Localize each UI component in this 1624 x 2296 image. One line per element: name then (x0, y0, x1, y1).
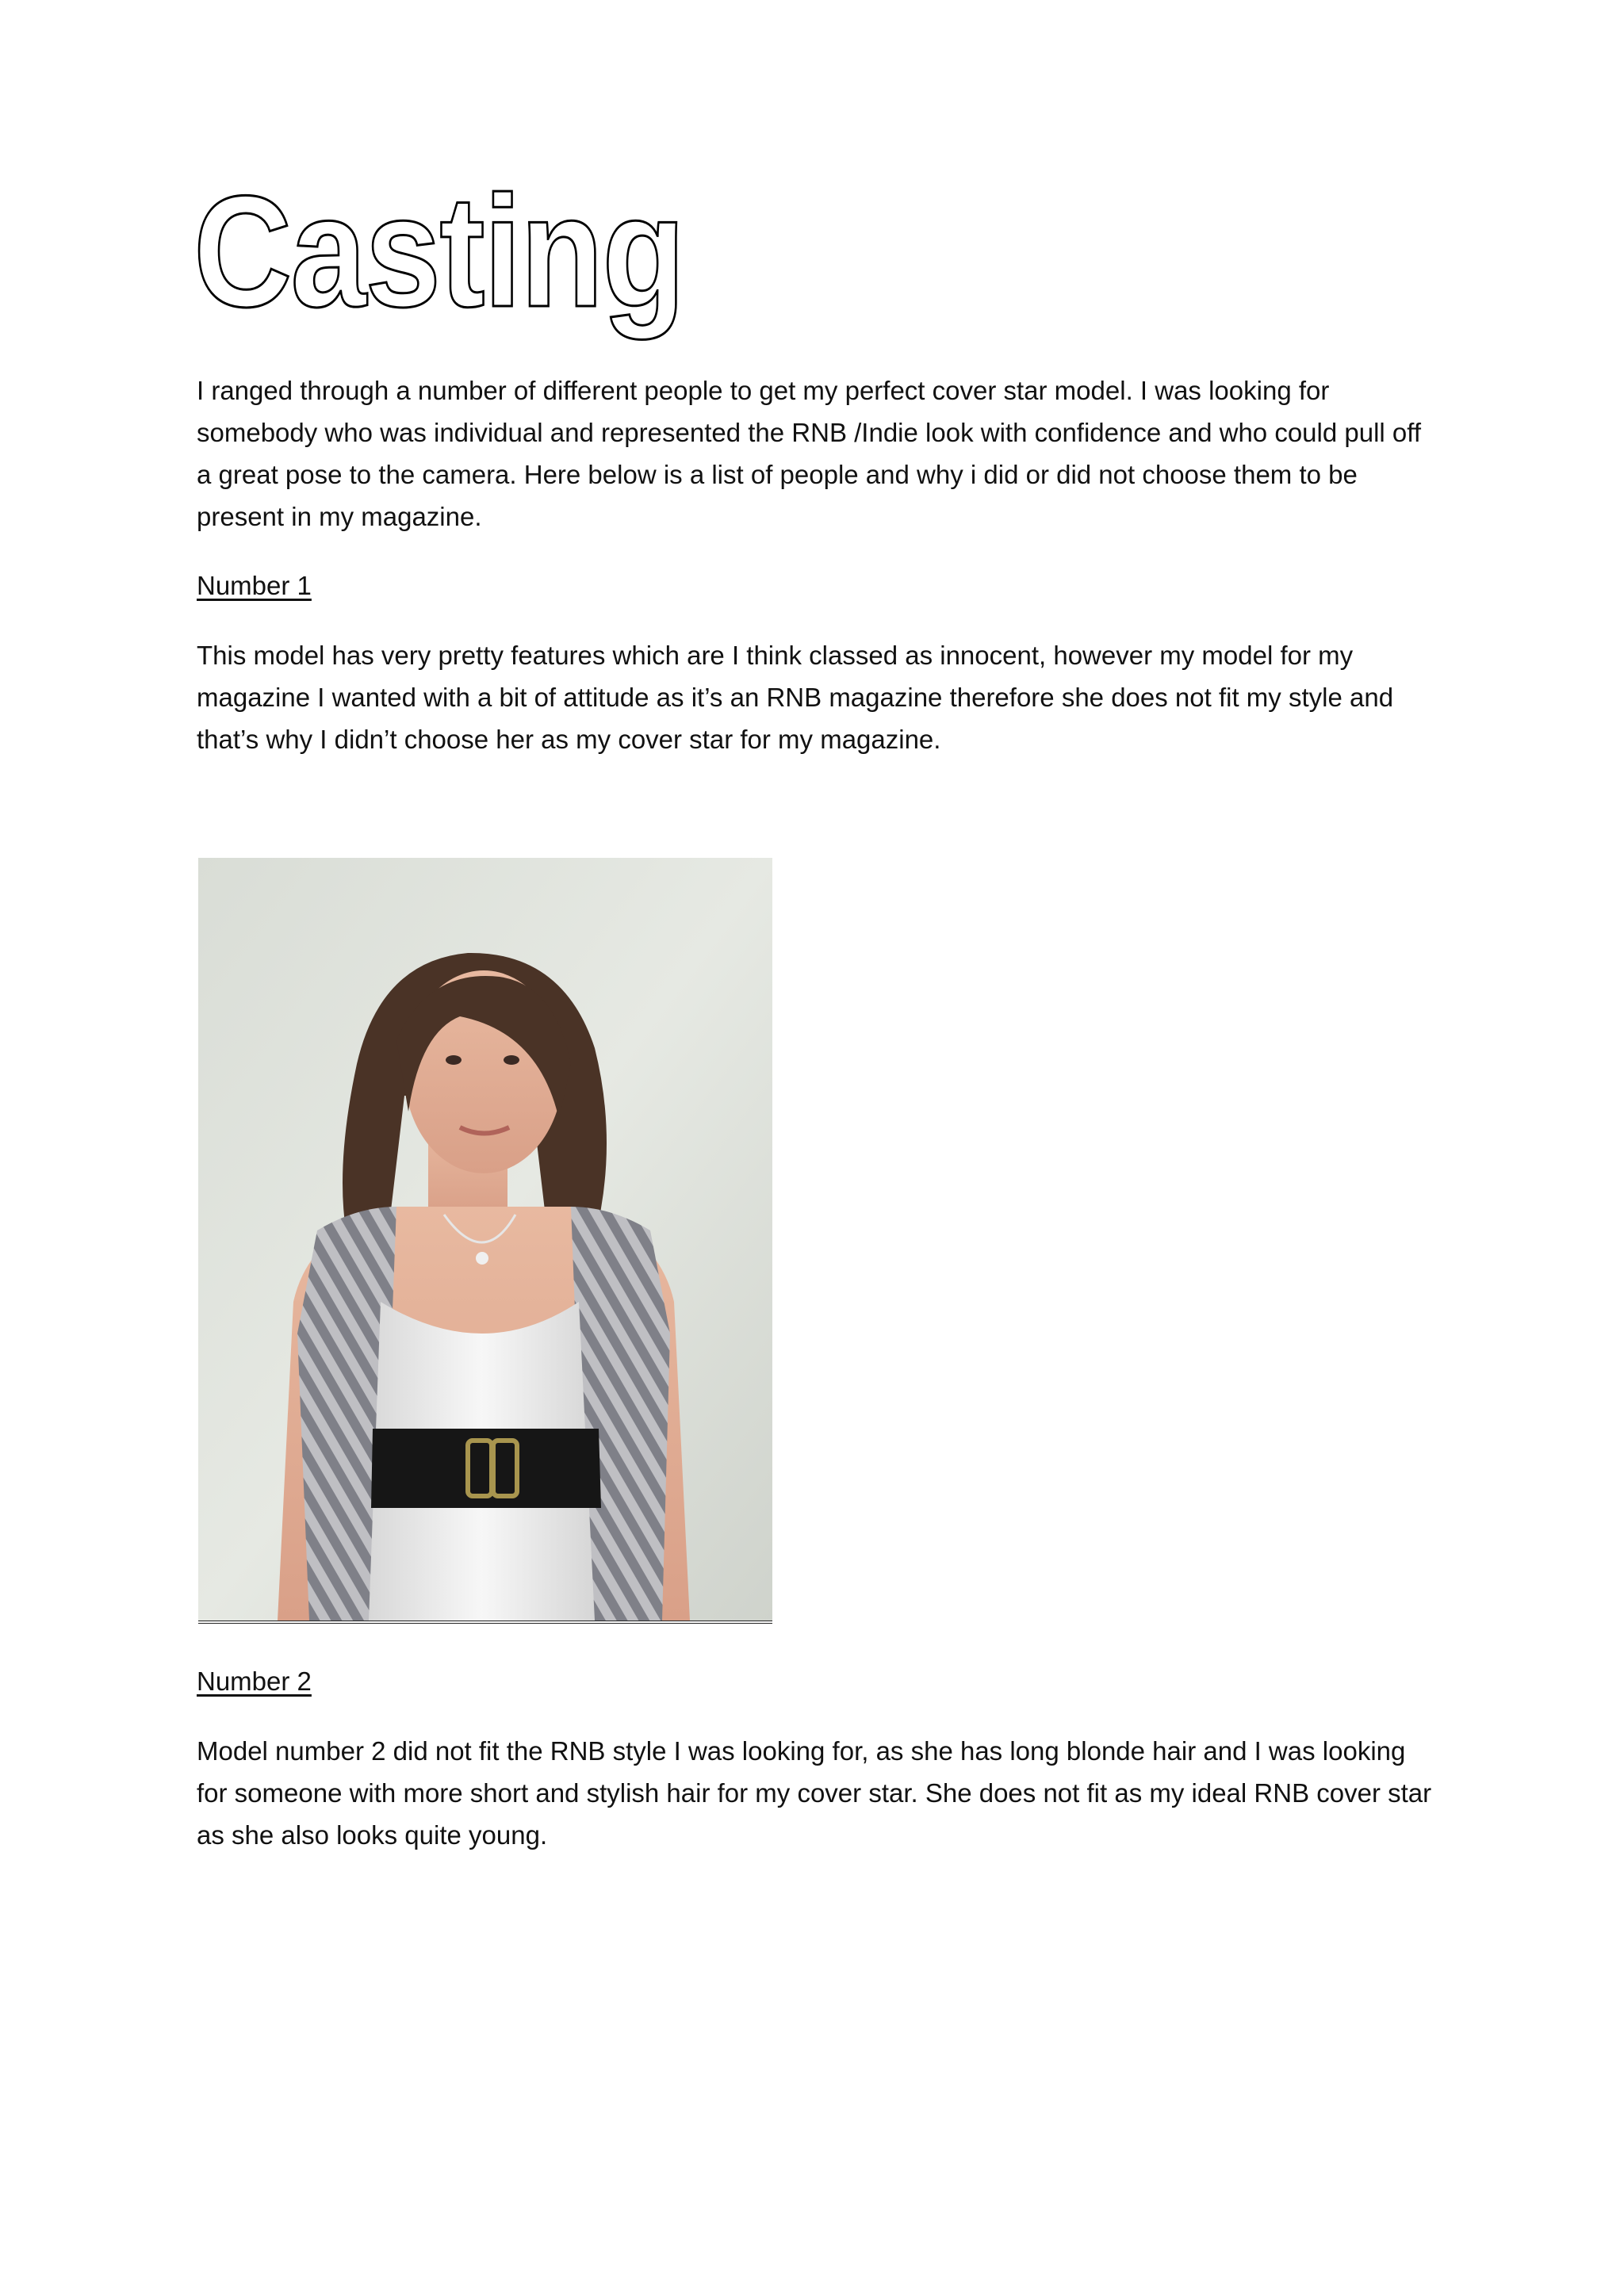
model-1-description: This model has very pretty features which are I think classed as innocent, however my model for my magazine I wanted with a bit of attitude as it’s an RNB magazine therefore she does not fit my style and that’s why I didn’t choose her as my cover star for my magazine. (197, 641, 1394, 754)
page-title: Casting (193, 163, 684, 340)
model-2-description: Model number 2 did not fit the RNB style I was looking for, as she has long blonde hair and I was looking for someone with more short and stylish hair for my cover star. She does not fit as my ideal RNB cover star as she also looks quite young. (197, 1736, 1432, 1850)
model-photo-image (198, 858, 772, 1621)
model-photo (198, 858, 772, 1624)
model-2-heading: Number 2 (197, 1667, 312, 1696)
model-1-heading: Number 1 (197, 571, 312, 600)
intro-paragraph: I ranged through a number of different people to get my perfect cover star model. I was looking for somebody who was individual and represented the RNB /Indie look with confidence and who could pull off a great pose to the camera. Here below is a list of people and why i did or did not choose them to be present in my magazine. (197, 376, 1422, 531)
